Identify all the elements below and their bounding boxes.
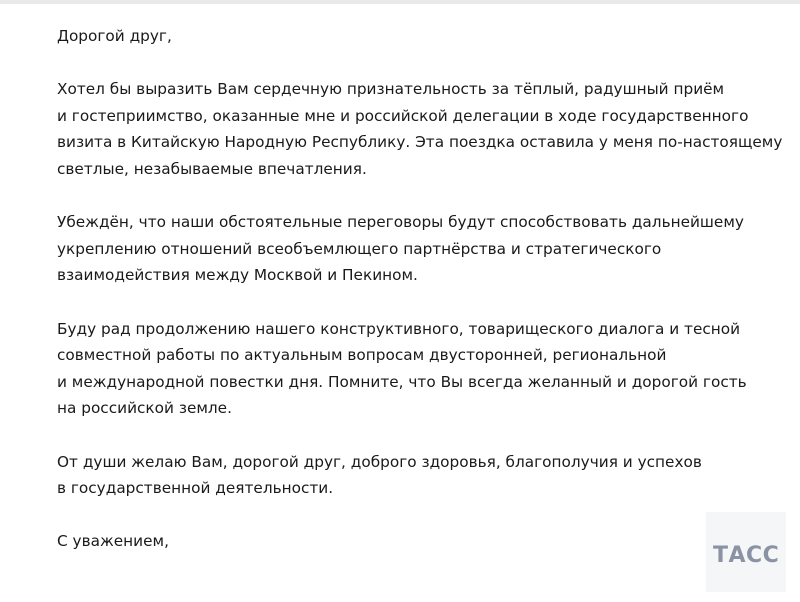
- paragraph-2: [57, 209, 777, 289]
- paragraph-1-line-3: визита в Китайскую Народную Республику. Эта поездка оставила у меня по-настоящему: [57, 133, 783, 152]
- letter-greeting: [57, 23, 777, 50]
- paragraph-4: [57, 449, 777, 502]
- paragraph-1-line-4: светлые, незабываемые впечатления.: [57, 159, 367, 178]
- closing-line: С уважением,: [57, 532, 169, 551]
- paragraph-3-line-4: на российской земле.: [57, 399, 232, 418]
- paragraph-3-line-2: совместной работы по актуальным вопросам двусторонней, региональной: [57, 346, 667, 365]
- paragraph-4-line-1: От души желаю Вам, дорогой друг, доброго здоровья, благополучия и успехов: [57, 452, 702, 471]
- paragraph-2-line-3: взаимодействия между Москвой и Пекином.: [57, 266, 418, 285]
- paragraph-4-line-2: в государственной деятельности.: [57, 479, 334, 498]
- letter-body: [57, 23, 783, 555]
- tass-logo: ТАСС: [713, 543, 780, 568]
- greeting-line: Дорогой друг,: [57, 27, 172, 45]
- paragraph-3-line-3: и международной повестки дня. Помните, что Вы всегда желанный и дорогой гость: [57, 372, 747, 391]
- paragraph-2-line-2: укреплению отношений всеобъемлющего партнёрства и стратегического: [57, 239, 662, 258]
- paragraph-1-line-2: и гостеприимство, оказанные мне и российской делегации в ходе государственного: [57, 106, 749, 125]
- letter-closing: [57, 528, 777, 555]
- paragraph-3-line-1: Буду рад продолжению нашего конструктивного, товарищеского диалога и тесной: [57, 319, 741, 338]
- top-divider: [0, 0, 800, 4]
- paragraph-3: [57, 316, 777, 422]
- paragraph-1: [57, 76, 783, 182]
- paragraph-1-line-1: Хотел бы выразить Вам сердечную признательность за тёплый, радушный приём: [57, 80, 725, 99]
- paragraph-2-line-1: Убеждён, что наши обстоятельные переговоры будут способствовать дальнейшему: [57, 213, 744, 232]
